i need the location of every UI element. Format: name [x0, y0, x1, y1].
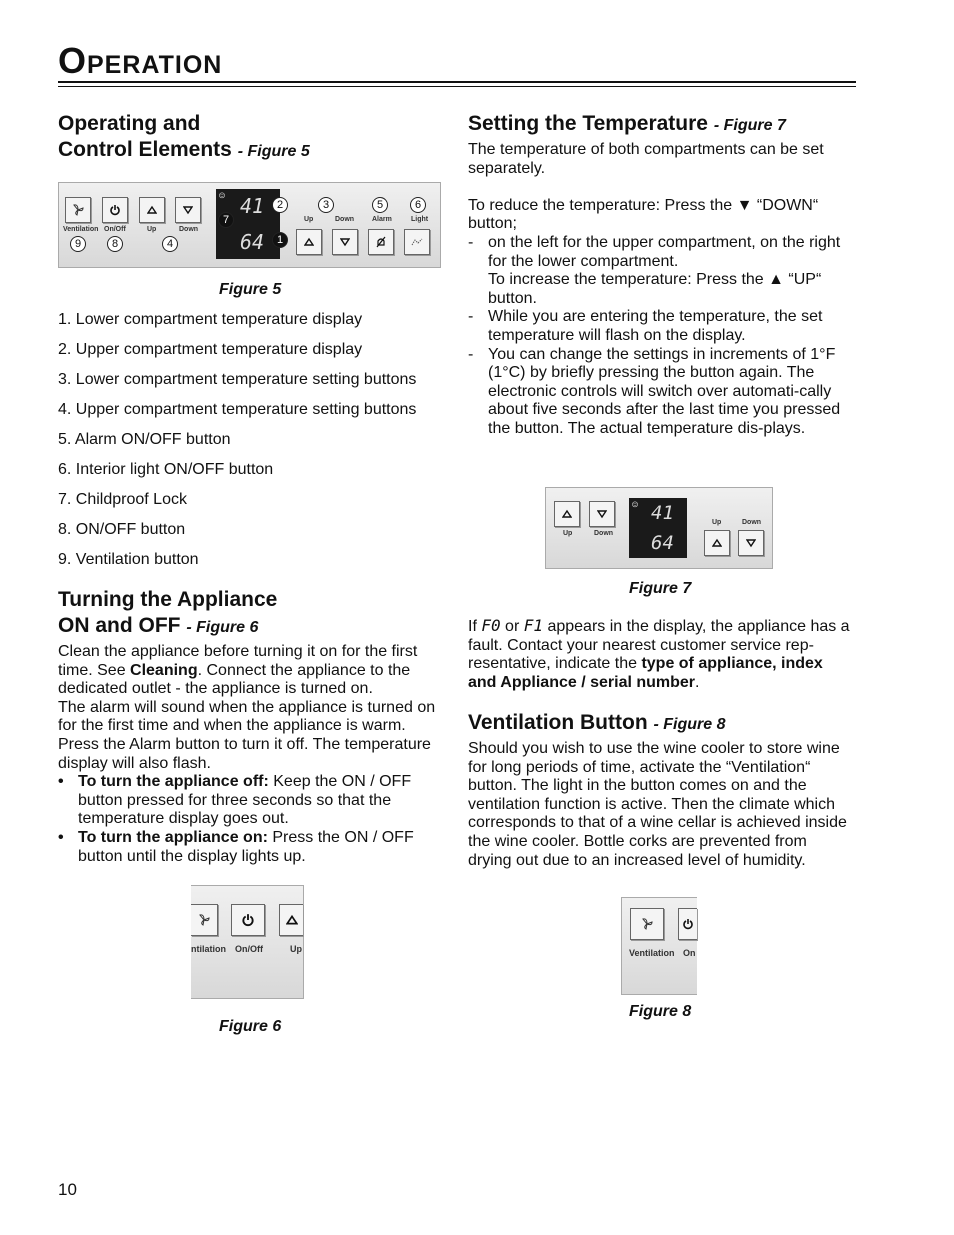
heading-line2: Control Elements — [58, 138, 232, 161]
label-onoff: On/Off — [235, 944, 263, 954]
figure6-caption: Figure 6 — [219, 1018, 282, 1035]
list-item: 4. Upper compartment temperature setting buttons — [58, 401, 417, 418]
ventilation-paragraph: Should you wish to use the wine cooler to store wine for long periods of time, activate the “Ventilation“ button. The light in the button comes on and the ventilation function is active. Then the climate which corresponds to that of a wine cellar is achieved inside the wine cooler. Bottle corks are prevented from drying out due to an increased level of humidity. — [468, 740, 847, 869]
label-ventilation: Ventilation — [629, 948, 675, 958]
title-rule — [58, 81, 856, 83]
triangle-up-icon — [279, 904, 303, 936]
callout-5: 5 — [372, 197, 388, 213]
heading-fig-ref: - Figure 6 — [186, 619, 259, 636]
label-up: Up — [563, 530, 573, 537]
triangle-down-icon — [175, 197, 201, 223]
list-item: 6. Interior light ON/OFF button — [58, 461, 274, 478]
callout-2: 2 — [272, 197, 288, 213]
label-onoff: On/Off — [104, 226, 126, 233]
triangle-up-icon — [296, 229, 322, 255]
page-number: 10 — [58, 1180, 77, 1199]
paragraph: The temperature of both compartments can be set separately. — [468, 141, 824, 177]
list-item: 2. Upper compartment temperature display — [58, 341, 363, 358]
label-down: Down — [179, 226, 199, 233]
label-up-lower: Up — [304, 216, 314, 223]
setting-temperature-body — [468, 141, 854, 439]
smiley-lock-icon: ☺ — [632, 500, 639, 511]
label-up: Up — [147, 226, 157, 233]
fan-icon — [191, 904, 218, 936]
smiley-lock-icon: ☺ — [219, 191, 226, 202]
figure5-caption: Figure 5 — [219, 281, 282, 298]
temperature-display — [629, 498, 687, 558]
list-item: 3. Lower compartment temperature setting buttons — [58, 371, 417, 388]
list-item: • To turn the appliance on: Press the ON / OFF button until the display lights up. — [58, 829, 440, 866]
heading-setting-temperature — [468, 111, 868, 139]
heading-line1: Operating and — [58, 112, 201, 135]
label-light: Light — [411, 216, 429, 223]
heading-turning-on-off — [58, 587, 448, 641]
display-upper-temp: 41 — [651, 502, 674, 524]
fan-icon — [65, 197, 91, 223]
list-item: - You can change the settings in increments of 1°F (1°C) by briefly pressing the button again. The electronic controls will switch over automati-cally about five seconds after the last time you pressed the button. The actual temperature dis-plays. — [468, 346, 854, 439]
triangle-up-icon — [139, 197, 165, 223]
callout-4: 4 — [162, 236, 178, 252]
figure5-control-panel — [58, 182, 441, 268]
list-item: - on the left for the upper compartment, on the right for the lower compartment. To increase the temperature: Press the ▲ “UP“ button. — [468, 234, 854, 308]
figure8-caption: Figure 8 — [629, 1003, 692, 1020]
label-on: On — [683, 948, 696, 958]
display-upper-temp: 41 — [240, 194, 265, 218]
heading-line1: Turning the Appliance — [58, 588, 278, 611]
title-rule-thin — [58, 86, 856, 87]
triangle-down-icon — [738, 530, 764, 556]
triangle-up-icon — [554, 501, 580, 527]
label-up: Up — [290, 944, 302, 954]
figure8-panel-detail — [621, 897, 697, 995]
label-down: Down — [594, 530, 614, 537]
paragraph: Clean the appliance before turning it on for the first time. See Cleaning. Connect the appliance to the dedicated outlet - the appliance is turned on. — [58, 643, 418, 698]
power-icon — [678, 908, 697, 940]
paragraph: The alarm will sound when the appliance is turned on for the first time and when the appliance is warm. Press the Alarm button to turn it off. The temperature display will also flash. — [58, 698, 436, 772]
heading-line2: ON and OFF — [58, 614, 181, 637]
display-lower-temp: 64 — [240, 230, 265, 254]
dash-list — [468, 234, 854, 439]
list-item: 8. ON/OFF button — [58, 521, 186, 538]
heading-fig-ref: - Figure 7 — [713, 117, 786, 134]
list-item: 1. Lower compartment temperature display — [58, 311, 363, 328]
control-elements-list — [58, 311, 448, 581]
label-ventilation: Ventilation — [63, 226, 99, 233]
figure7-control-panel — [545, 487, 773, 569]
callout-3: 3 — [318, 197, 334, 213]
heading-ventilation-button — [468, 710, 868, 738]
heading-fig-ref: - Figure 8 — [653, 716, 726, 733]
callout-6: 6 — [410, 197, 426, 213]
fault-paragraph: If F0 or F1 appears in the display, the appliance has a fault. Contact your nearest customer service rep-resentative, indicate the type of appliance, index and Appliance / serial number. — [468, 616, 850, 691]
list-item: - While you are entering the temperature, the set temperature will flash on the display. — [468, 308, 854, 345]
heading-text: Ventilation Button — [468, 711, 648, 734]
triangle-up-icon — [704, 530, 730, 556]
fault-code-f1: F1 — [523, 616, 543, 635]
label-ventilation: ntilation — [191, 944, 226, 954]
list-item: • To turn the appliance off: Keep the ON / OFF button pressed for three seconds so that the temperature display goes out. — [58, 773, 440, 829]
label-up-lower: Up — [712, 519, 722, 526]
turning-on-off-body — [58, 643, 440, 866]
label-down-lower: Down — [335, 216, 355, 223]
power-icon — [102, 197, 128, 223]
callout-8: 8 — [107, 236, 123, 252]
list-item: 7. Childproof Lock — [58, 491, 187, 508]
triangle-down-icon — [332, 229, 358, 255]
heading-text: Setting the Temperature — [468, 112, 708, 135]
fault-code-f0: F0 — [481, 616, 501, 635]
figure6-panel-detail — [191, 885, 304, 999]
list-item: 5. Alarm ON/OFF button — [58, 431, 231, 448]
label-alarm: Alarm — [372, 216, 392, 223]
callout-7: 7 — [218, 212, 234, 228]
bell-off-icon — [368, 229, 394, 255]
list-item: 9. Ventilation button — [58, 551, 199, 568]
light-icon — [404, 229, 430, 255]
bullet-list — [58, 773, 440, 866]
figure7-caption: Figure 7 — [629, 580, 692, 597]
power-icon — [231, 904, 265, 936]
heading-operating-control — [58, 111, 438, 165]
triangle-down-icon — [589, 501, 615, 527]
fan-icon — [630, 908, 664, 940]
paragraph: To reduce the temperature: Press the ▼ “DOWN“ button; — [468, 196, 819, 233]
display-lower-temp: 64 — [651, 532, 674, 554]
callout-9: 9 — [70, 236, 86, 252]
heading-fig-ref: - Figure 5 — [237, 143, 310, 160]
page-title: Operation — [58, 40, 223, 81]
label-down-lower: Down — [742, 519, 762, 526]
callout-1: 1 — [272, 232, 288, 248]
